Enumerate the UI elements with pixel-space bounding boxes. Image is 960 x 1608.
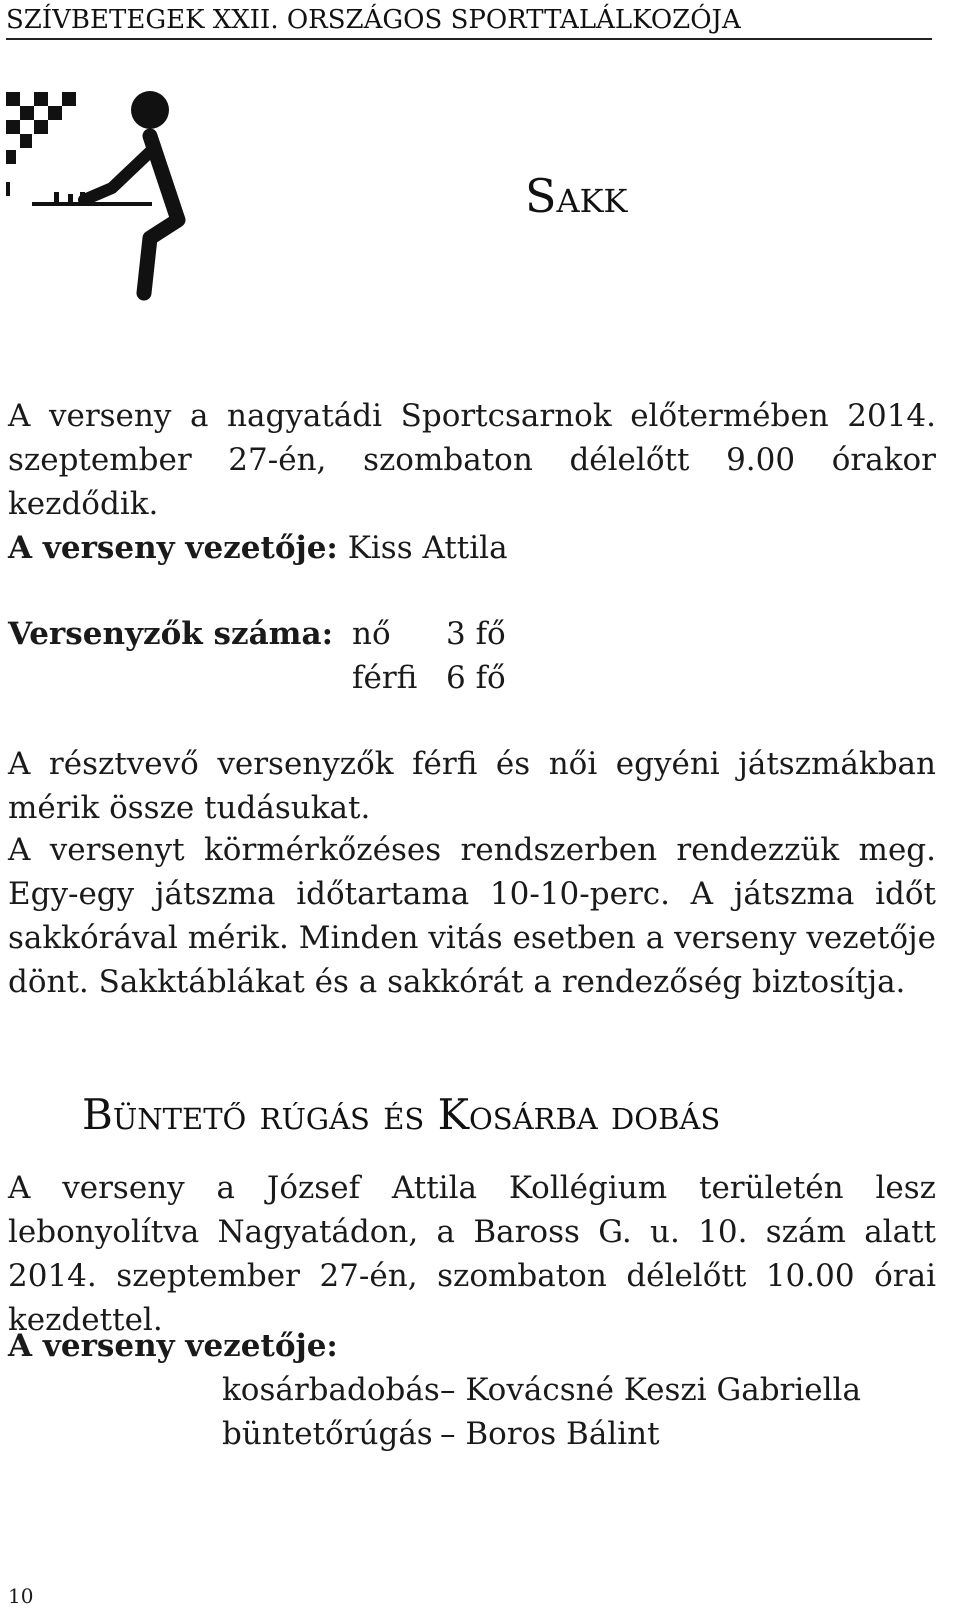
- chess-player-pictogram-icon: [2, 88, 212, 303]
- chess-rules-1: A résztvevő versenyzők férfi és női egyéni játszmákban mérik össze tudásukat.: [8, 746, 936, 826]
- penalty-leader-name: – Boros Bálint: [440, 1416, 660, 1452]
- running-header: SZÍVBETEGEK XXII. ORSZÁGOS SPORTTALÁLKOZÓJA: [6, 4, 932, 40]
- chess-section-title: Sakk: [525, 169, 628, 223]
- penalty-event: büntetőrúgás: [222, 1416, 433, 1452]
- competitor-category: nő: [352, 616, 391, 652]
- penalty-leaders-label: A verseny vezetője:: [8, 1328, 338, 1364]
- penalty-event: kosárbadobás: [222, 1372, 440, 1408]
- competitor-count: 3 fő: [446, 616, 506, 652]
- competitors-label: Versenyzők száma:: [8, 616, 334, 652]
- page-number: 10: [8, 1584, 34, 1608]
- penalty-section-title: Büntető rúgás és Kosárba dobás: [82, 1090, 721, 1139]
- penalty-leader-name: – Kovácsné Keszi Gabriella: [440, 1372, 861, 1408]
- chess-leader-name: Kiss Attila: [347, 530, 508, 566]
- chess-leader: [8, 526, 508, 570]
- chess-rules-2: A versenyt körmérkőzéses rendszerben rendezzük meg. Egy-egy játszma időtartama 10-10-perc. A játszma időt sakkórával mérik. Minden vitás esetben a verseny vezetője dönt. Sakktáblákat és a sakkórát a rendezőség biztosítja.: [8, 832, 936, 1000]
- penalty-intro: A verseny a József Attila Kollégium területén lesz lebonyolítva Nagyatádon, a Baross G. u. 10. szám alatt 2014. szeptember 27-én, szombaton délelőtt 10.00 órai kezdettel.: [8, 1170, 936, 1338]
- chess-intro: A verseny a nagyatádi Sportcsarnok előtermében 2014. szeptember 27-én, szombaton délelőtt 9.00 órakor kezdődik.: [8, 398, 936, 522]
- competitor-category: férfi: [352, 660, 418, 696]
- chess-leader-label: A verseny vezetője:: [8, 530, 338, 566]
- competitor-count: 6 fő: [446, 660, 506, 696]
